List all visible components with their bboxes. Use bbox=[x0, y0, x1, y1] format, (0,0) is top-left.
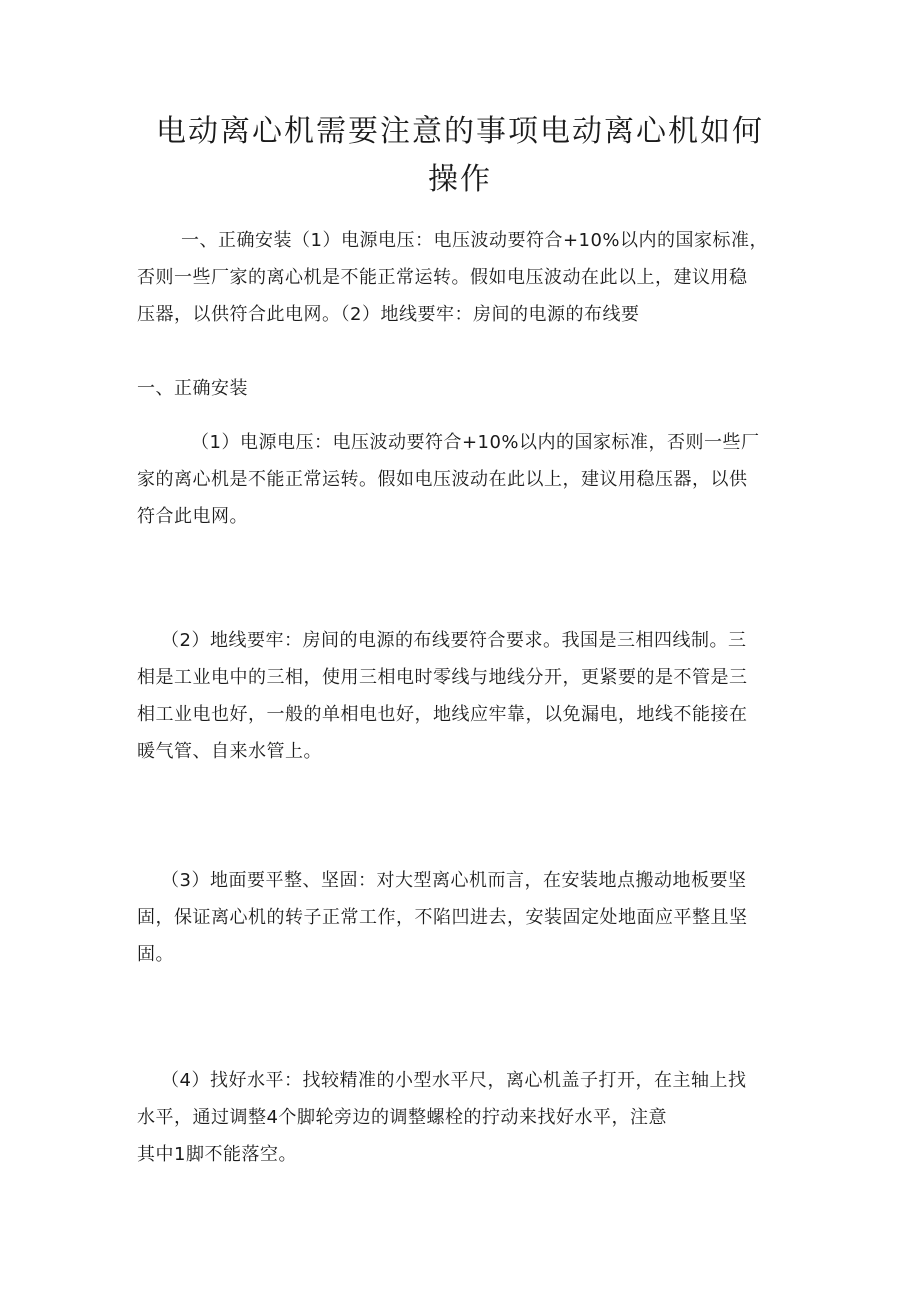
item-1-line: 符合此电网。 bbox=[137, 506, 248, 527]
item-3-line: 固，保证离心机的转子正常工作，不陷凹进去，安装固定处地面应平整且坚 bbox=[137, 907, 748, 928]
item-3-paragraph bbox=[137, 862, 791, 973]
item-1-line: （1）电源电压：电压波动要符合+10%以内的国家标准，否则一些厂 bbox=[191, 432, 760, 453]
item-2-line: （2）地线要牢：房间的电源的布线要符合要求。我国是三相四线制。三 bbox=[161, 630, 747, 651]
section-heading bbox=[137, 370, 791, 407]
item-1-paragraph bbox=[137, 424, 791, 535]
item-3-line: 固。 bbox=[137, 944, 174, 965]
intro-paragraph bbox=[137, 222, 791, 333]
item-4-line: （4）找好水平：找较精准的小型水平尺，离心机盖子打开，在主轴上找 bbox=[161, 1070, 747, 1091]
item-2-line: 相是工业电中的三相，使用三相电时零线与地线分开，更紧要的是不管是三 bbox=[137, 667, 748, 688]
item-4-paragraph bbox=[137, 1062, 791, 1173]
intro-line: 否则一些厂家的离心机是不能正常运转。假如电压波动在此以上，建议用稳 bbox=[137, 267, 748, 288]
item-4-line: 水平，通过调整4个脚轮旁边的调整螺栓的拧动来找好水平，注意 bbox=[137, 1107, 667, 1128]
title-line-1: 电动离心机需要注意的事项电动离心机如何 bbox=[156, 114, 764, 149]
item-1-line: 家的离心机是不能正常运转。假如电压波动在此以上，建议用稳压器，以供 bbox=[137, 469, 748, 490]
title-line-2: 操作 bbox=[428, 162, 492, 197]
item-2-paragraph bbox=[137, 622, 791, 770]
intro-line: 压器，以供符合此电网。（2）地线要牢：房间的电源的布线要 bbox=[137, 304, 640, 325]
intro-line: 一、正确安装（1）电源电压：电压波动要符合+10%以内的国家标准， bbox=[181, 230, 769, 251]
item-2-line: 暖气管、自来水管上。 bbox=[137, 741, 322, 762]
item-2-line: 相工业电也好，一般的单相电也好，地线应牢靠，以免漏电，地线不能接在 bbox=[137, 704, 748, 725]
item-4-line: 其中1脚不能落空。 bbox=[137, 1144, 297, 1165]
section-heading-text: 一、正确安装 bbox=[137, 378, 248, 399]
item-3-line: （3）地面要平整、坚固：对大型离心机而言，在安装地点搬动地板要坚 bbox=[161, 870, 747, 891]
document-title bbox=[130, 108, 790, 204]
